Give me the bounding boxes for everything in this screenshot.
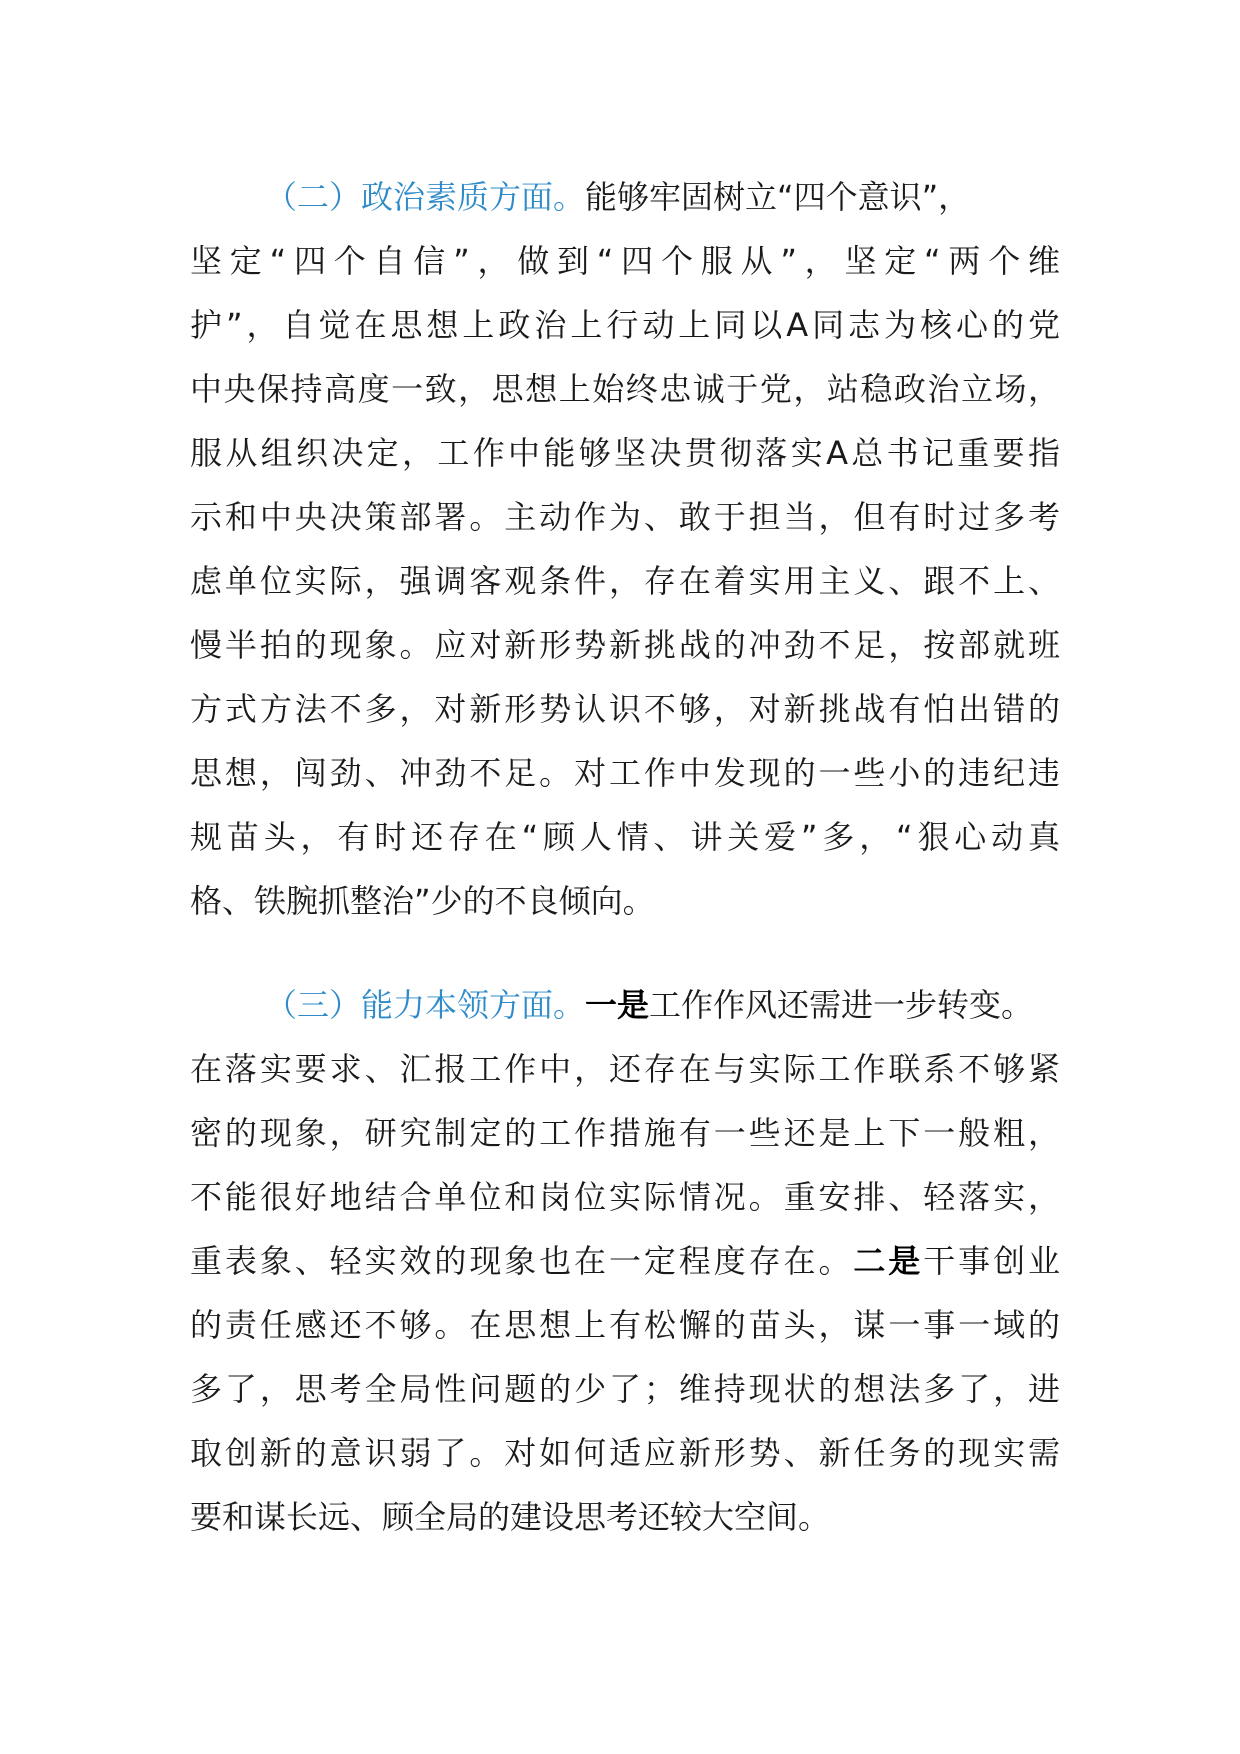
paragraph-line: 虑单位实际，强调客观条件，存在着实用主义、跟不上、 (190, 562, 1060, 600)
paragraph-text: 工作作风还需进一步转变。 (649, 986, 1034, 1024)
paragraph-line: 不能很好地结合单位和岗位实际情况。重安排、轻落实， (190, 1178, 1060, 1216)
paragraph-text: 干事创业 (923, 1242, 1060, 1280)
paragraph-line: 中央保持高度一致，思想上始终忠诚于党，站稳政治立场， (190, 370, 1060, 408)
section-heading: （二）政治素质方面。 (265, 178, 586, 216)
point-label: 二是 (853, 1242, 924, 1280)
paragraph-line: 方式方法不多，对新形势认识不够，对新挑战有怕出错的 (190, 690, 1060, 728)
paragraph-line: 取创新的意识弱了。对如何适应新形势、新任务的现实需 (190, 1434, 1060, 1472)
section-heading: （三）能力本领方面。 (265, 986, 586, 1024)
paragraph-line: 的责任感还不够。在思想上有松懈的苗头，谋一事一域的 (190, 1306, 1060, 1344)
point-label: 一是 (585, 986, 650, 1024)
paragraph-line (190, 973, 1060, 1037)
paragraph-line: 示和中央决策部署。主动作为、敢于担当，但有时过多考 (190, 498, 1060, 536)
paragraph-text: 能够牢固树立“四个意识”， (585, 178, 971, 216)
paragraph-line: 格、铁腕抓整治”少的不良倾向。 (190, 882, 655, 920)
paragraph-line: 规苗头，有时还存在“顾人情、讲关爱”多，“狠心动真 (190, 818, 1060, 856)
paragraph-line: 坚定“四个自信”，做到“四个服从”，坚定“两个维 (190, 242, 1060, 280)
paragraph-line: 要和谋长远、顾全局的建设思考还较大空间。 (190, 1498, 831, 1536)
paragraph-line: 慢半拍的现象。应对新形势新挑战的冲劲不足，按部就班 (190, 626, 1060, 664)
paragraph-line: 服从组织决定，工作中能够坚决贯彻落实A总书记重要指 (190, 434, 1060, 472)
paragraph-text: 重表象、轻实效的现象也在一定程度存在。 (190, 1242, 854, 1280)
paragraph-line: 密的现象，研究制定的工作措施有一些还是上下一般粗， (190, 1114, 1060, 1152)
paragraph-line (190, 165, 1060, 229)
paragraph-line: 多了，思考全局性问题的少了；维持现状的想法多了，进 (190, 1370, 1060, 1408)
section-ability (190, 973, 1060, 1549)
paragraph-line (190, 1229, 1060, 1293)
paragraph-line: 在落实要求、汇报工作中，还存在与实际工作联系不够紧 (190, 1050, 1060, 1088)
paragraph-line: 思想，闯劲、冲劲不足。对工作中发现的一些小的违纪违 (190, 754, 1060, 792)
section-political-quality (190, 165, 1060, 933)
paragraph-line: 护”，自觉在思想上政治上行动上同以A同志为核心的党 (190, 306, 1060, 344)
